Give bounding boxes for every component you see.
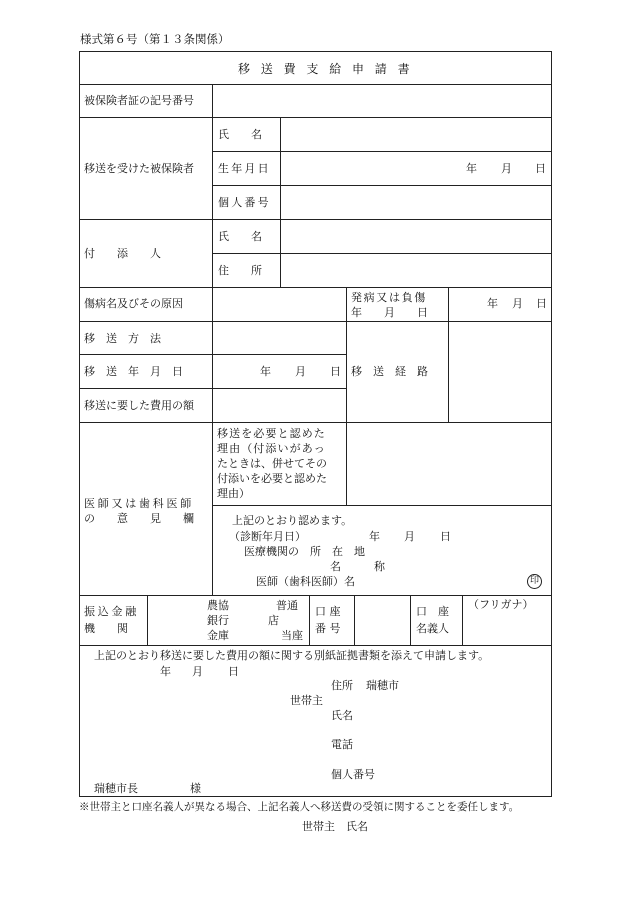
application-month: 月: [192, 665, 203, 678]
bank-type-shinkin: 金庫: [207, 629, 229, 642]
transport-date-day: 日: [330, 365, 341, 378]
addressee-honorific: 様: [190, 782, 201, 795]
patient-birth-year: 年: [466, 162, 477, 175]
seal-icon: 印: [527, 574, 542, 589]
insured-id-field[interactable]: [214, 86, 550, 116]
applicant-address-label: 住所: [331, 679, 353, 692]
attendant-name-label: 氏 名: [218, 230, 262, 243]
doctor-institution-address: 医療機関の 所 在 地: [244, 545, 365, 558]
transport-method-label: 移 送 方 法: [84, 332, 161, 345]
illness-onset-year: 年: [487, 297, 498, 310]
doctor-diagnosis-year: 年: [369, 530, 380, 543]
patient-birth-day: 日: [535, 162, 546, 175]
patient-name-field[interactable]: [282, 119, 550, 150]
transport-cost-field[interactable]: [214, 390, 345, 421]
doctor-reason-line: たときは、併せてその: [217, 457, 327, 470]
illness-onset-day: 日: [536, 297, 547, 310]
transport-date-year: 年: [260, 365, 271, 378]
applicant-individual-no-label: 個人番号: [331, 768, 375, 781]
insured-id-label: 被保険者証の記号番号: [84, 94, 194, 107]
illness-onset-date-field[interactable]: [450, 289, 550, 320]
account-number-label-1: 口 座: [315, 605, 341, 618]
transport-date-field[interactable]: [214, 356, 345, 387]
attendant-name-field[interactable]: [282, 221, 550, 252]
application-day: 日: [228, 665, 239, 678]
applicant-name-label: 氏名: [331, 709, 353, 722]
applicant-city: 瑞穂市: [366, 679, 399, 692]
applicant-individual-no-field[interactable]: [390, 765, 548, 783]
patient-name-label: 氏 名: [218, 128, 262, 141]
doctor-institution-name: 名 称: [330, 560, 385, 573]
bank-name-field[interactable]: [149, 597, 308, 644]
bank-label-2: 機 関: [84, 622, 128, 635]
account-holder-label-2: 名義人: [416, 622, 449, 635]
illness-onset-label-2: 年 月 日: [351, 306, 428, 319]
transport-date-label: 移 送 年 月 日: [84, 365, 183, 378]
doctor-label-2: の 意 見 欄: [84, 512, 194, 525]
bank-type-bank: 銀行: [207, 614, 229, 627]
doctor-reason-line: 移送を必要と認めた: [217, 427, 326, 440]
addressee: 瑞穂市長: [94, 782, 138, 795]
application-statement: 上記のとおり移送に要した費用の額に関する別紙証拠書類を添えて申請します。: [94, 649, 490, 662]
doctor-certified: 上記のとおり認めます。: [232, 514, 353, 527]
account-holder-label-1: 口 座: [416, 605, 449, 618]
attendant-address-label: 住 所: [218, 264, 262, 277]
bank-branch-label: 店: [268, 614, 279, 627]
transport-cost-label: 移送に要した費用の額: [84, 399, 194, 412]
doctor-label-1: 医師又は歯科医師: [84, 497, 194, 510]
bank-account-ordinary: 普通: [276, 599, 298, 612]
patient-birth-month: 月: [501, 162, 512, 175]
form-number: 様式第６号（第１３条関係）: [80, 32, 230, 46]
bank-account-current: 当座: [281, 629, 303, 642]
applicant-phone-field[interactable]: [360, 735, 548, 753]
doctor-reason-line: 理由）: [217, 487, 250, 500]
doctor-diagnosis-date-label: （診断年月日）: [229, 530, 306, 543]
account-number-label-2: 番 号: [315, 622, 341, 635]
doctor-reason-line: 付添いを必要と認めた: [217, 472, 327, 485]
patient-birth-label: 生年月日: [218, 162, 271, 175]
transport-date-month: 月: [295, 365, 306, 378]
bank-type-agri: 農協: [207, 599, 229, 612]
doctor-reason-line: 理由（付添いがあっ: [217, 442, 326, 455]
account-number-field[interactable]: [356, 597, 409, 644]
illness-field[interactable]: [214, 289, 345, 320]
illness-onset-label-1: 発病又は負傷: [351, 291, 427, 304]
applicant-phone-label: 電話: [331, 738, 353, 751]
attendant-label: 付 添 人: [84, 247, 161, 260]
footer-householder-name-field[interactable]: [372, 817, 548, 835]
footer-note: ※世帯主と口座名義人が異なる場合、上記名義人へ移送費の受領に関することを委任します。: [79, 801, 520, 813]
doctor-reason-field[interactable]: [348, 424, 550, 504]
illness-onset-month: 月: [512, 297, 523, 310]
form-title: 移送費支給申請書: [238, 62, 421, 76]
patient-label: 移送を受けた被保険者: [84, 162, 194, 175]
patient-individual-no-field[interactable]: [282, 187, 550, 218]
doctor-diagnosis-month: 月: [404, 530, 415, 543]
applicant-householder-label: 世帯主: [290, 694, 323, 707]
application-year: 年: [160, 665, 171, 678]
furigana-label: （フリガナ）: [468, 598, 534, 611]
patient-individual-no-label: 個人番号: [218, 196, 271, 209]
account-holder-field[interactable]: [464, 597, 550, 644]
doctor-diagnosis-day: 日: [440, 530, 451, 543]
attendant-address-field[interactable]: [282, 255, 550, 286]
footer-householder-name-label: 世帯主 氏名: [302, 820, 368, 833]
transport-route-field[interactable]: [450, 323, 550, 421]
transport-route-label: 移 送 経 路: [351, 365, 428, 378]
applicant-name-field[interactable]: [360, 706, 548, 724]
transport-method-field[interactable]: [214, 323, 345, 353]
illness-label: 傷病名及びその原因: [84, 297, 183, 310]
bank-label-1: 振込金融: [84, 605, 139, 618]
doctor-name-label: 医師（歯科医師）名: [256, 575, 355, 588]
